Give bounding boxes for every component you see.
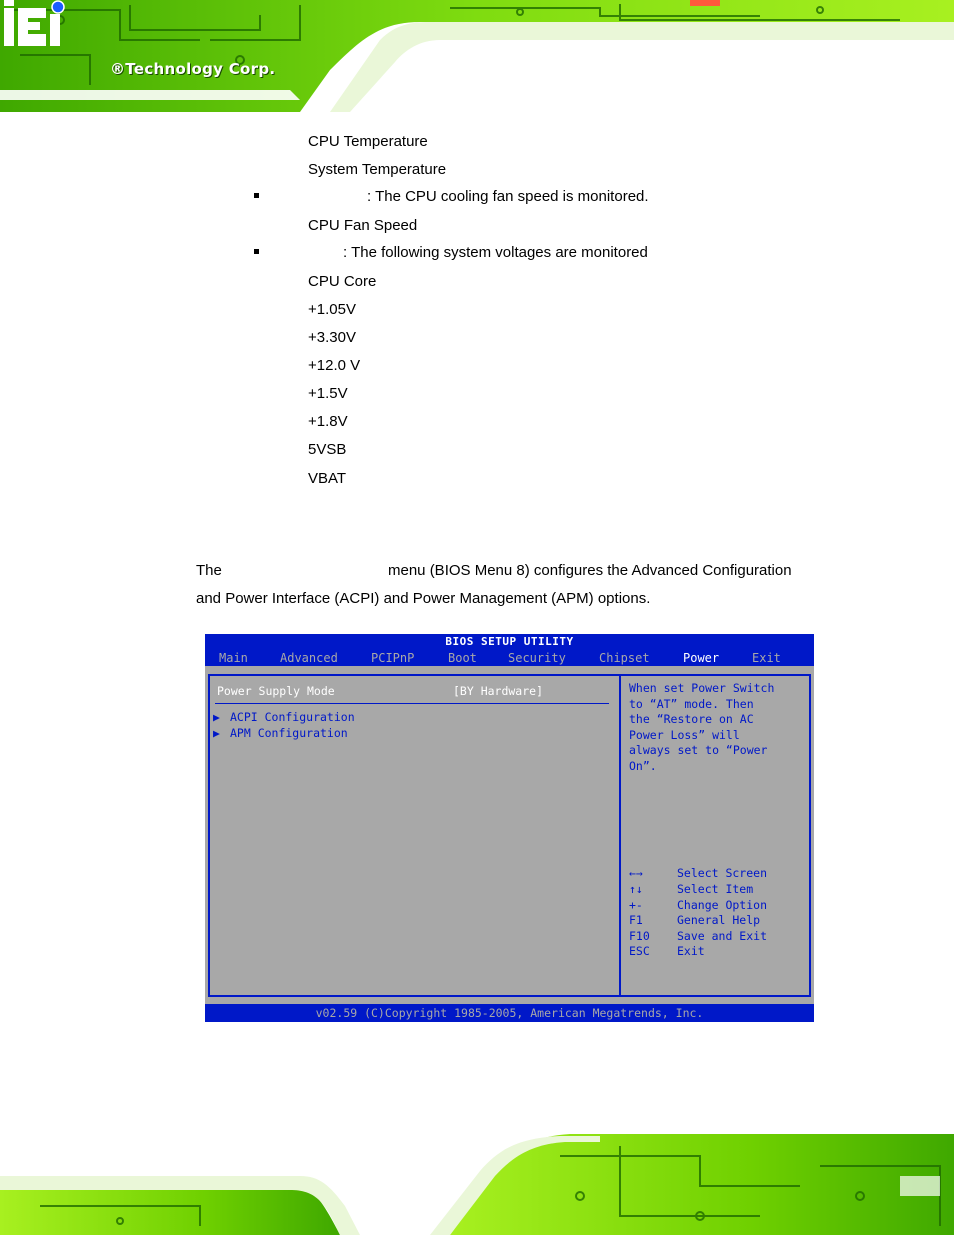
key-hint-desc: Save and Exit [677,929,768,943]
fan-bullet-text: : The CPU cooling fan speed is monitored. [367,188,649,205]
bios-divider [619,674,621,997]
submenu-arrow-icon: ▶ [213,726,220,740]
intro-line-1: menu (BIOS Menu 8) configures the Advanced Configuration [388,562,792,579]
help-line: On”. [629,758,657,773]
help-line: When set Power Switch [629,681,775,695]
iei-logo-icon [0,0,70,50]
help-line: the “Restore on AC [629,712,754,726]
circuit-board-graphic [0,1126,954,1235]
submenu-acpi-configuration[interactable]: ACPI Configuration [230,710,355,724]
help-line: Power Loss” will [629,727,740,742]
bios-tab-boot[interactable]: Boot [448,651,477,665]
voltage-item: +1.05V [308,301,356,318]
key-hint-desc: Change Option [677,898,768,912]
submenu-arrow-icon: ▶ [213,710,220,724]
circuit-board-graphic [0,0,954,112]
voltage-item: +12.0 V [308,357,361,374]
bios-tab-advanced[interactable]: Advanced [280,651,338,665]
voltage-item: VBAT [308,470,347,487]
fan-item-cpu: CPU Fan Speed [308,217,418,234]
footer-banner [0,1126,954,1235]
bios-tab-security[interactable]: Security [508,651,566,665]
setting-power-supply-mode-value[interactable]: [BY Hardware] [453,684,544,698]
voltage-item: CPU Core [308,273,377,290]
bios-tab-chipset[interactable]: Chipset [599,651,650,665]
intro-word-the: The [196,562,222,579]
key-hint-desc: General Help [677,913,761,927]
voltage-item: 5VSB [308,441,347,458]
help-line: to “AT” mode. Then [629,696,754,711]
key-hint-key: ESC [629,944,650,958]
bios-tab-main[interactable]: Main [219,651,248,665]
submenu-apm-configuration[interactable]: APM Configuration [230,726,348,740]
key-hint-key: F1 [629,913,643,927]
key-hint-key: ←→ [629,866,643,880]
voltage-item: +1.5V [308,385,348,402]
company-name: ®Technology Corp. [110,60,276,78]
temp-item-system: System Temperature [308,161,447,178]
bios-status-bar: v02.59 (C)Copyright 1985-2005, American Megatrends, Inc. [205,1004,814,1022]
bios-title: BIOS SETUP UTILITY [205,634,814,650]
intro-line-2: and Power Interface (ACPI) and Power Management (APM) options. [196,590,651,607]
bios-separator [215,703,609,704]
bios-tab-power[interactable]: Power [683,651,720,665]
key-hint-desc: Exit [677,944,705,958]
bullet-icon [254,193,259,198]
key-hint-key: F10 [629,929,650,943]
bios-menu-bar [205,650,814,666]
voltage-item: +3.30V [308,329,356,346]
key-hint-key: +- [629,898,643,912]
key-hint-desc: Select Screen [677,866,768,880]
help-line: always set to “Power [629,743,768,757]
setting-power-supply-mode-label[interactable]: Power Supply Mode [217,684,335,698]
temp-item-cpu: CPU Temperature [308,133,428,150]
key-hint-desc: Select Item [677,882,754,896]
voltage-item: +1.8V [308,413,348,430]
bullet-icon [254,249,259,254]
bios-tab-exit[interactable]: Exit [752,651,781,665]
key-hint-key: ↑↓ [629,882,643,896]
header-banner [0,0,954,112]
bios-tab-pcipnp[interactable]: PCIPnP [371,651,415,665]
voltage-bullet-text: : The following system voltages are monitored [343,244,648,261]
bios-screen [205,634,814,1022]
